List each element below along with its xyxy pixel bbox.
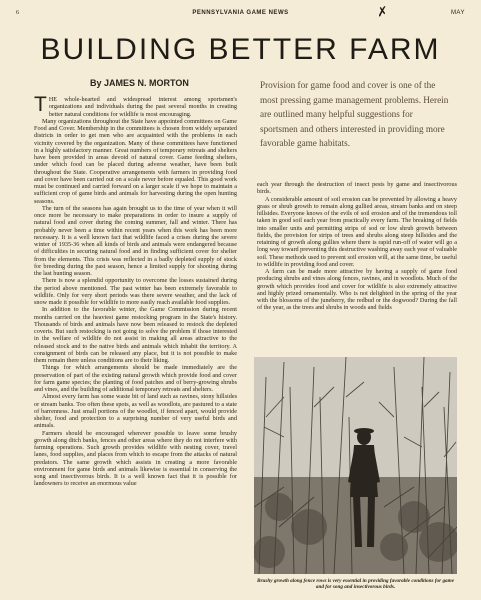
byline: By JAMES N. MORTON <box>90 78 189 88</box>
intro-blurb: Provision for game food and cover is one of the most pressing game management problems. Herein are outlined many helpful suggestions for sportsmen and others interested in providing more favorable game habitats. <box>260 80 449 149</box>
paragraph: each year through the destruction of insect pests by game and insectivorous birds. <box>257 181 457 196</box>
paragraph: The turn of the seasons has again brought us to the time of year when it will once more be necessary to make preparations in order to insure a supply of natural food and cover during the coming summer, fall and winter. There has probably never been a time within recent years when this work has been more necessary. It is a well known fact that wildlife faced a crises during the severe winter of 1935-36 when all kinds of birds and animals were endangered because of difficulties in securing natural food and in finding sufficient cover for shelter from the elements. This crisis was reflected in a badly depleted supply of stock for breeding during the past season, hence a limited supply for shooting during the last hunting season. <box>34 204 237 277</box>
article-column-left <box>34 96 237 596</box>
paragraph: Farmers should be encouraged wherever possible to leave some brushy growth along ditch banks, fences and other areas where they do not interfere with farming operations. Such growth provides wildlife with nesting cover, travel lanes, food supplies, and places from which to escape from the attacks of natural predators. The same growth which assists in creating a more favorable environment for game birds and animals likewise is essential in conserving the song and insectivorous birds. It is a well known fact that it is possible for landowners to receive an enormous value <box>34 429 237 488</box>
paragraph: Many organizations throughout the State have appointed committees on Game Food and Cover. Membership in the committees is chosen from widely separated districts in order to get men who are acquainted with the problems in each vicinity covered by the organization. Many of these committees have functioned in a highly satisfactory manner. Great numbers of temporary retreats and shelters have been provided in areas devoid of natural cover. Game feeding shelters, under which food can be placed during adverse weather, have been built throughout the State. Cooperative arrangements with farmers in providing food and cover have been carried out on a scale never before equaled. This good work must be continued and carried forward on a larger scale if we hope to maintain a sufficient crop of game birds and animals for harvesting during the open hunting seasons. <box>34 117 237 205</box>
paragraph: A farm can be made more attractive by having a supply of game food producing shrubs and vines along fences, ravines, and in woodlots. Much of the growth which provides food and cover for wildlife is also extremely attractive and highly prized ornamentally. Who is not delighted in the spring of the year with the blossoms of the juneberry, the redbud or the dogwood? During the fall of the year, as the trees and shrubs in woods and fields <box>257 268 457 312</box>
article-column-right <box>257 181 457 347</box>
article-title: BUILDING BETTER FARM <box>40 33 441 66</box>
paragraph: A considerable amount of soil erosion can be prevented by allowing a heavy grass or shrub growth to remain along gullied areas, stream banks and on steep hillsides. Everyone knows of the evils of soil erosion and of the tremendous toll taken in good soil each year from practically every farm. The breaking of fields into smaller units and permitting strips of sod or low shrub growth between fields, the provision for strips of trees and shrubs along steep hillsides and the retaining of growth along gullies where there is rapid run-off of water will go a long way toward preventing this destructive washing away each year of valuable soil. These methods used to prevent soil erosion will, at the same time, be useful to wildlife in providing food and cover. <box>257 195 457 268</box>
paragraph: There is now a splendid opportunity to overcome the losses sustained during the period above mentioned. The past winter has been extremely favorable to wildlife. Only for very short periods was there severe weather, and the lack of snow made it possible for wildlife to more easily reach available food supplies. <box>34 277 237 306</box>
photo-man-in-brushy-growth <box>254 357 457 574</box>
magazine-name: PENNSYLVANIA GAME NEWS <box>192 10 289 16</box>
issue-month: MAY <box>450 10 465 16</box>
page-number: 6 <box>16 10 20 16</box>
handwritten-mark: ✗ <box>375 3 389 20</box>
photo-illustration <box>254 357 457 574</box>
paragraph: HE whole-hearted and widespread interest among sportsmen's organizations and individuals during the past several months in creating better natural conditions for wildlife is most encouraging. <box>48 96 237 118</box>
running-header <box>16 10 465 20</box>
photo-caption: Brushy growth along fence rows is very essential in providing favorable conditions for game and for song and insectivorous birds. <box>257 578 454 590</box>
drop-cap: T <box>34 96 47 116</box>
paragraph: Things for which arrangements should be made immediately are the preservation of part of the existing natural growth which provide food and cover for farm game species; the planting of food patches and of berry-growing shrubs and vines, and the building of additional temporary retreats and shelters. <box>34 364 237 393</box>
paragraph: In addition to the favorable winter, the Game Commission during recent months carried on the heaviest game restocking program in the State's history. Thousands of birds and animals have now been released to restock the depleted coverts. But such restocking is not going to solve the problem if those interested in the welfare of wildlife do not assist in making all areas attractive to the released stock and to the native birds and animals which inhabit the territory. A consignment of birds can be released any place, but it is not possible to make them remain there unless conditions are to their liking. <box>34 306 237 364</box>
paragraph: Almost every farm has some waste bit of land such as ravines, stony hillsides or stream banks. Too often these spots, as well as woodlots, are pastured to a state of barrenness. Just small portions of the woodlot, if fenced apart, would provide shelter, food and protection to a surprising number of very useful birds and animals. <box>34 393 237 430</box>
